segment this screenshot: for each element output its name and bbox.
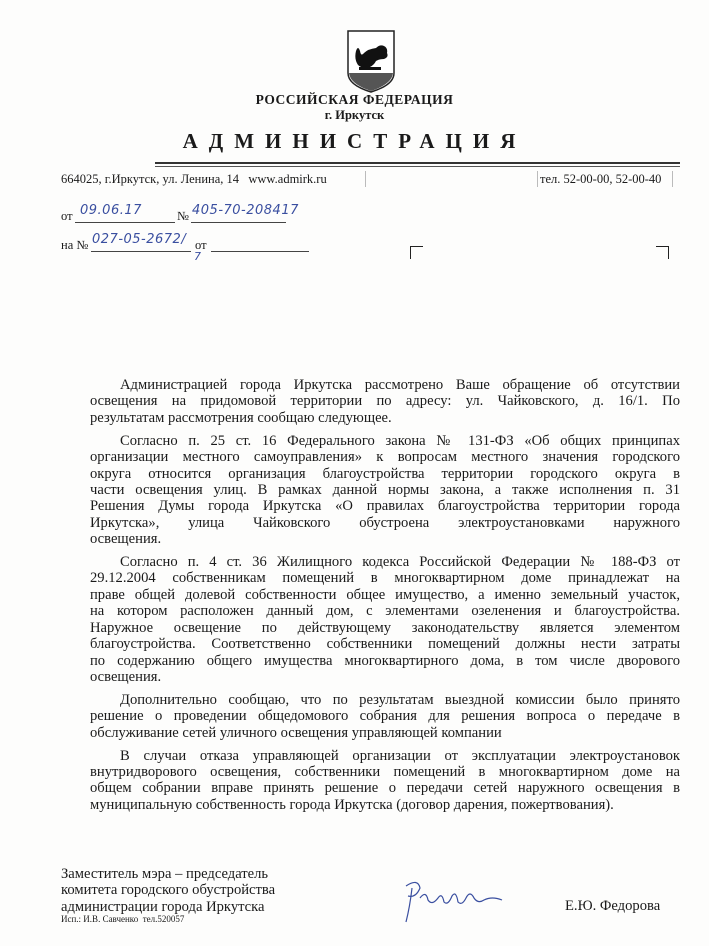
signatory-position <box>61 866 275 915</box>
ref-number: 027-05-2672/ <box>92 232 187 247</box>
position-line: комитета городского обустройства <box>61 882 276 899</box>
from-date-line <box>75 222 175 223</box>
text-line: на котором расположен данный дом, с элементами озеленения и благоустройства. <box>90 603 680 620</box>
letter-body <box>90 377 680 820</box>
outgoing-number: 405-70-208417 <box>192 203 299 218</box>
divider <box>672 171 673 187</box>
text-line: Решения Думы города Иркутска «О правилах благоустройства территории города <box>90 498 680 515</box>
ref-number-suffix: 7 <box>194 250 202 263</box>
text-line: округа относится организация благоустройства территории городского округа в <box>90 465 680 482</box>
text-line: освещения. <box>90 668 162 685</box>
text-line: решение о проведении общедомового собрания для решения вопроса о передаче в <box>90 708 680 725</box>
text-line: общем собрании вправе принять решение о передачи сетей наружного освещения в <box>90 780 680 797</box>
text-line: освещения. <box>90 531 162 548</box>
phone: тел. 52-00-00, 52-00-40 <box>540 172 662 186</box>
divider <box>537 171 538 187</box>
text-line: Администрацией города Иркутска рассмотрено Ваше обращение об отсутствии <box>120 377 680 393</box>
number-line <box>191 222 286 223</box>
paragraph <box>90 377 680 426</box>
text-line: Наружное освещение по действующему законодательству является элементом <box>90 619 680 636</box>
number-label: № <box>177 209 189 223</box>
header-rule-thin <box>155 166 680 167</box>
text-line: Иркутска», улица Чайковского обустроена электроустановками наружного <box>90 514 680 531</box>
from-label: от <box>61 209 73 223</box>
addressee-corner-left <box>410 246 423 259</box>
text-line: внутридворового освещения, собственники помещений в многоквартирном доме на <box>90 763 680 780</box>
ref-from-line <box>211 251 309 252</box>
signatory-name: Е.Ю. Федорова <box>565 898 661 914</box>
paragraph <box>90 748 680 814</box>
divider <box>365 171 366 187</box>
position-line: администрации города Иркутска <box>61 898 265 915</box>
text-line: части освещения улиц. В рамках данной нормы закона, а также исполнения п. 31 <box>90 481 680 498</box>
text-line: обслуживание сетей уличного освещения управляющей компании <box>90 724 502 741</box>
ref-number-line <box>91 251 191 252</box>
city-name: г. Иркутск <box>324 108 385 122</box>
address: 664025, г.Иркутск, ул. Ленина, 14 www.admirk.ru <box>61 172 327 186</box>
text-line: благоустройства. Соответственно собственники помещений должны нести затраты <box>90 636 680 653</box>
text-line: 29.12.2004 собственникам помещений в многоквартирном доме принадлежат на <box>90 570 680 587</box>
text-line: по содержанию общего имущества многоквартирного дома, в том числе дворового <box>90 652 680 669</box>
paragraph <box>90 692 680 741</box>
paragraph <box>90 554 680 685</box>
document-title: АДМИНИСТРАЦИЯ <box>182 129 527 153</box>
text-line: результатам рассмотрения сообщаю следующее. <box>90 409 392 426</box>
text-line: праве общей долевой собственности общее имущество, а именно земельный участок, <box>90 586 680 603</box>
addressee-corner-right <box>656 246 669 259</box>
text-line: Согласно п. 4 ст. 36 Жилищного кодекса Российской Федерации № 188-ФЗ от <box>120 554 680 571</box>
text-line: В случаи отказа управляющей организации от эксплуатации электроустановок <box>120 747 680 764</box>
paragraph <box>90 433 680 548</box>
handwritten-signature <box>398 876 508 926</box>
text-line: Дополнительно сообщаю, что по результатам выездной комиссии было принято <box>120 691 680 708</box>
ref-label: на № <box>61 238 89 252</box>
text-line: муниципальную собственность города Иркутска (договор дарения, пожертвования). <box>90 796 614 813</box>
position-line: Заместитель мэра – председатель <box>61 866 269 882</box>
executor-info: Исп.: И.В. Савченко тел.520057 <box>61 914 185 924</box>
ref-from-label: от <box>195 238 207 252</box>
coat-of-arms-emblem <box>346 29 396 93</box>
header-rule <box>155 162 680 164</box>
text-line: освещения на придомовой территории по адресу: ул. Чайковского, д. 16/1. По <box>90 393 680 410</box>
text-line: организации местного самоуправления» к вопросам местного значения городского <box>90 449 680 466</box>
country-name: РОССИЙСКАЯ ФЕДЕРАЦИЯ <box>255 92 454 107</box>
text-line: Согласно п. 25 ст. 16 Федерального закона № 131-ФЗ «Об общих принципах <box>120 432 680 449</box>
from-date: 09.06.17 <box>80 203 142 218</box>
